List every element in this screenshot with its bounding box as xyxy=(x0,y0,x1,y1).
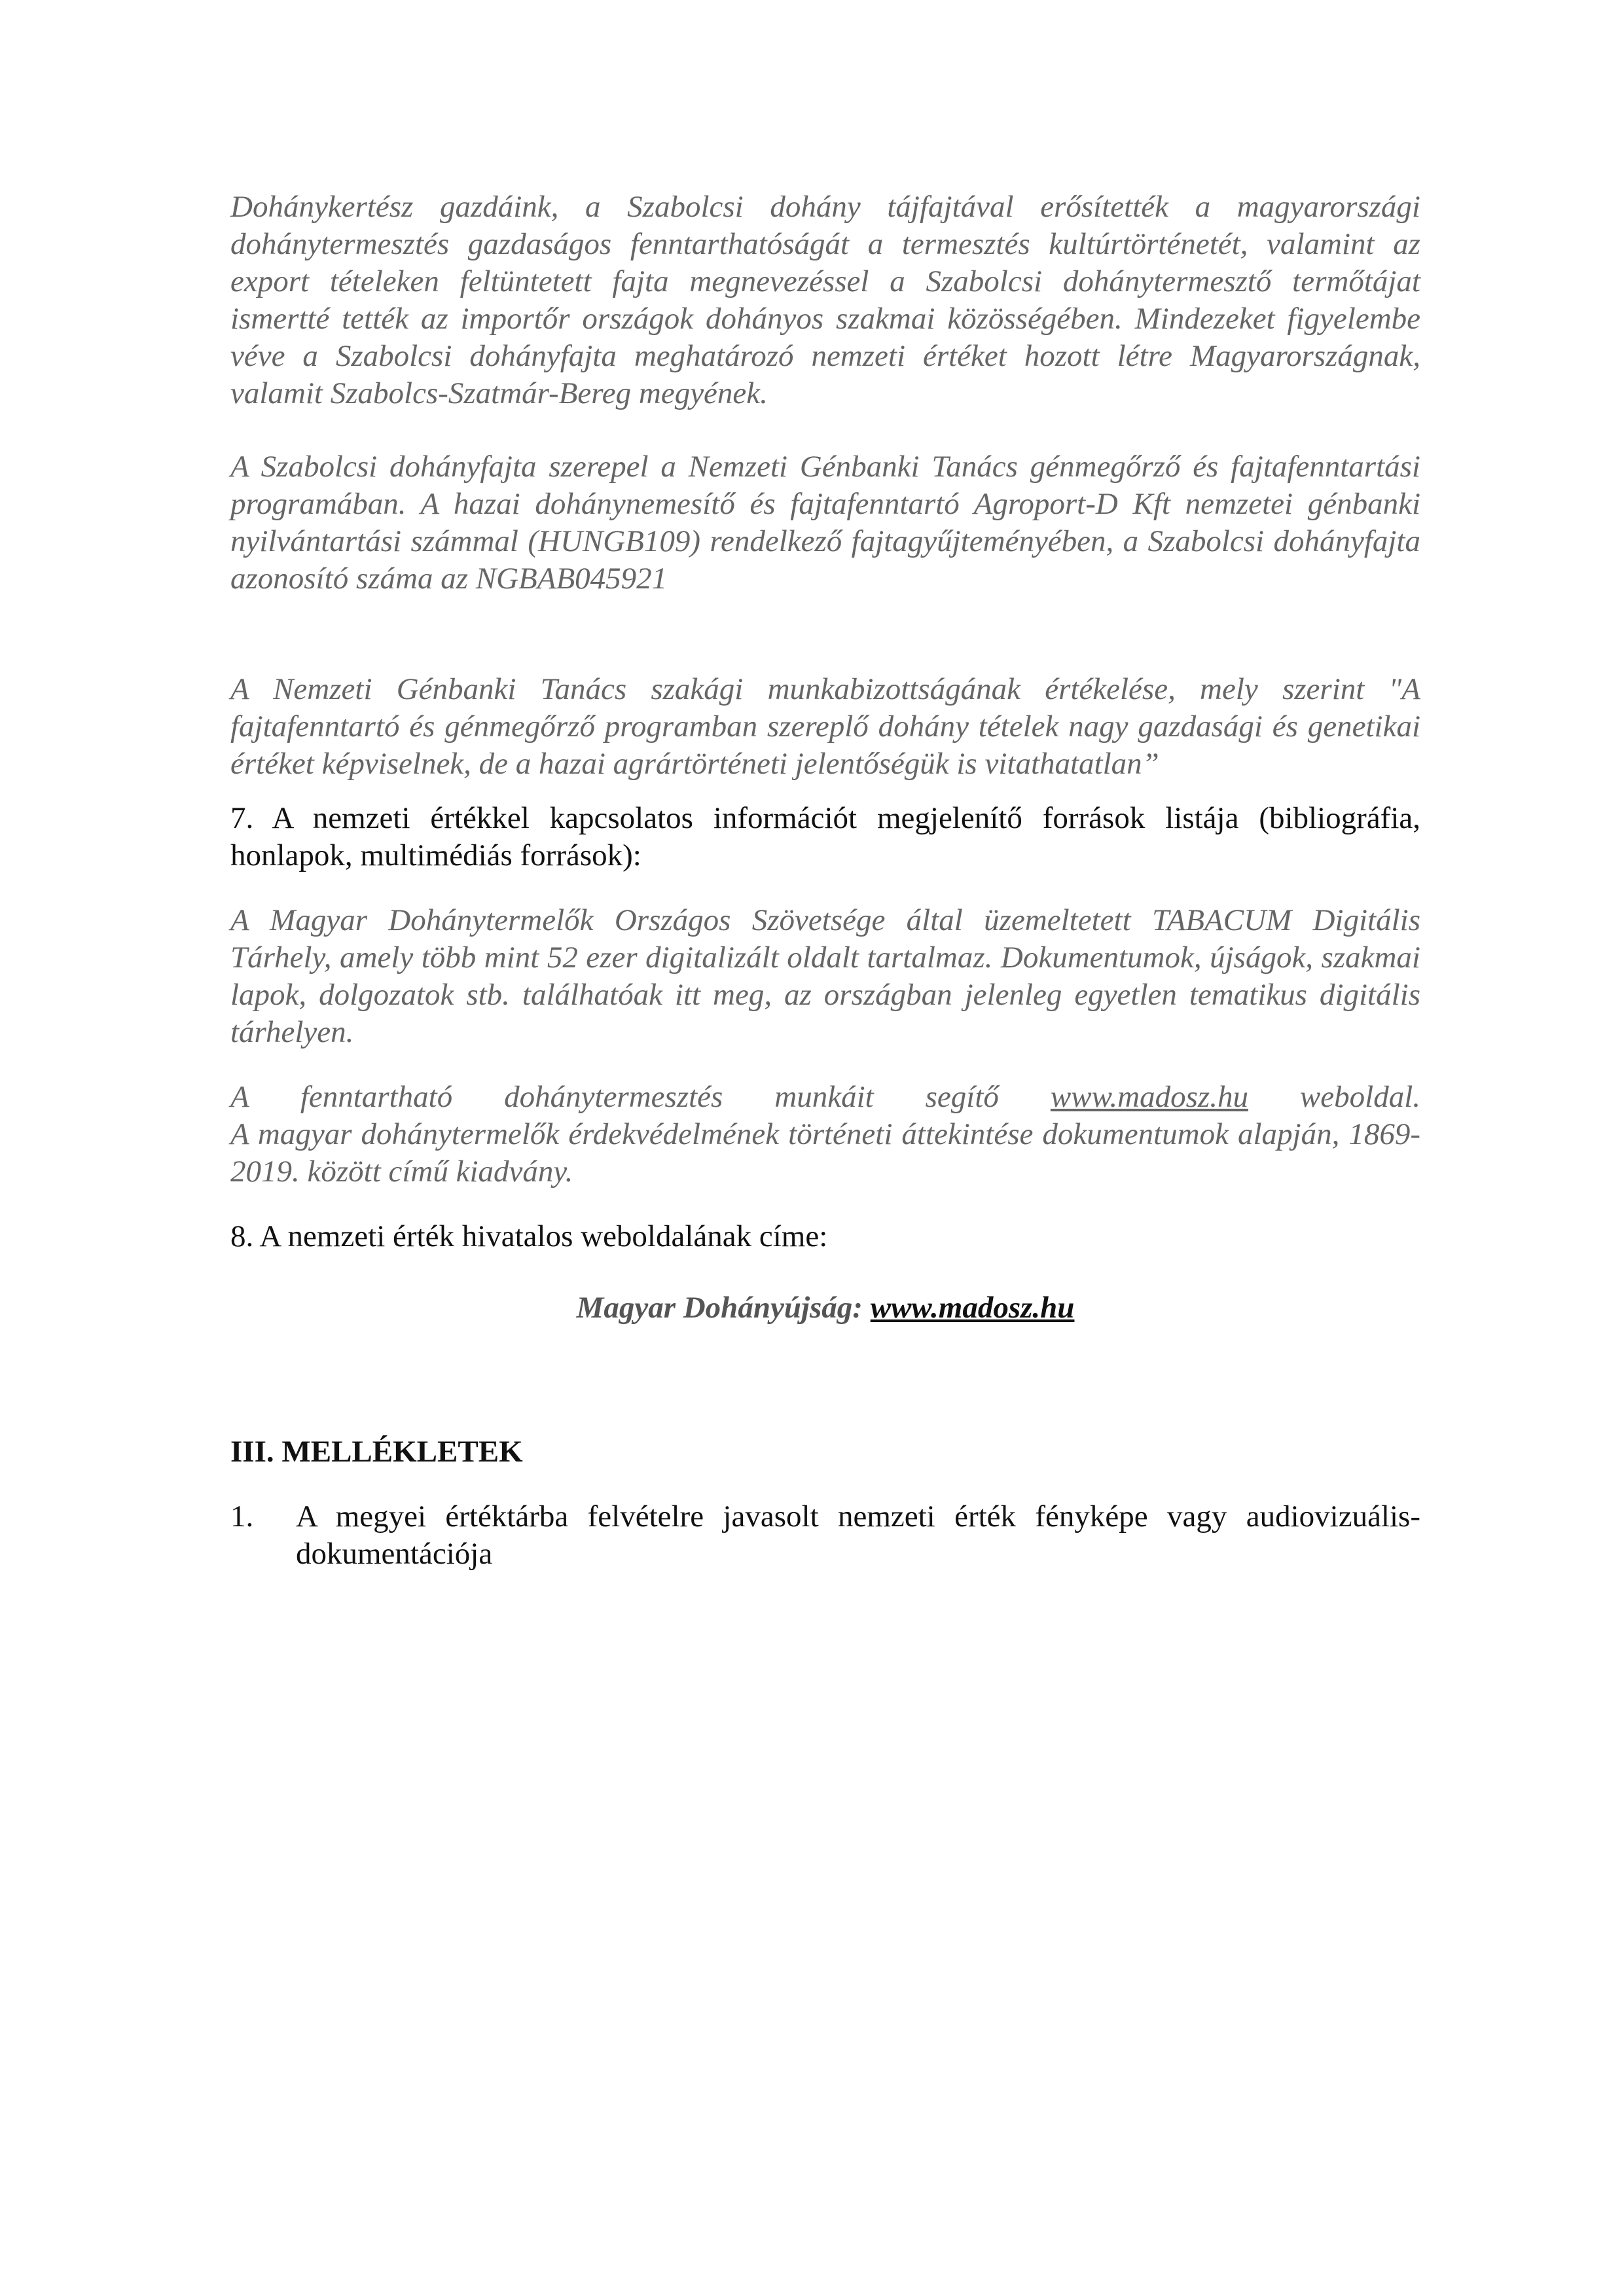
paragraph-website xyxy=(230,1079,1420,1116)
madosz-link-2[interactable]: www.madosz.hu xyxy=(870,1291,1075,1325)
website-text-after: weboldal. xyxy=(1248,1080,1420,1114)
section-heading: III. MELLÉKLETEK xyxy=(230,1435,523,1469)
paragraph-gene-bank: A Szabolcsi dohányfajta szerepel a Nemzeti Génbanki Tanács génmegőrző és fajtafenntartási programában. A hazai dohánynemesítő és fajtafenntartó Agroport-D Kft nemzetei génbanki nyilvántartási számmal (HUNGB109) rendelkező fajtagyűjteményében, a Szabolcsi dohányfajta azonosító száma az NGBAB045921 xyxy=(230,450,1420,596)
website-label: Magyar Dohányújság: xyxy=(576,1291,871,1325)
list-item xyxy=(230,1498,1420,1573)
page-content xyxy=(230,188,1420,1573)
paragraph-tabacum: A Magyar Dohánytermelők Országos Szövetsége által üzemeltetett TABACUM Digitális Tárhely, amely több mint 52 ezer digitalizált oldalt tartalmaz. Dokumentumok, újságok, szakmai lapok, dolgozatok stb. találhatóak itt meg, az országban jelenleg egyetlen tematikus digitális tárhelyen. xyxy=(230,903,1420,1049)
paragraph-publication: A magyar dohánytermelők érdekvédelmének történeti áttekintése dokumentumok alapján, 1869-2019. között című kiadvány. xyxy=(230,1117,1420,1189)
madosz-link-1[interactable]: www.madosz.hu xyxy=(1050,1080,1248,1114)
paragraph-evaluation: A Nemzeti Génbanki Tanács szakági munkabizottságának értékelése, mely szerint "A fajtafenntartó és génmegőrző programban szereplő dohány tételek nagy gazdasági és genetikai értéket képviselnek, de a hazai agrártörténeti jelentőségük is vitathatatlan” xyxy=(230,672,1420,781)
section-7-title: 7. A nemzeti értékkel kapcsolatos információt megjelenítő források listája (bibliográfia, honlapok, multimédiás források): xyxy=(230,801,1420,872)
list-item-text: A megyei értéktárba felvételre javasolt nemzeti érték fényképe vagy audiovizuális-dokumentációja xyxy=(296,1499,1420,1571)
paragraph-tobacco-growers: Dohánykertész gazdáink, a Szabolcsi dohány tájfajtával erősítették a magyarországi dohánytermesztés gazdaságos fenntarthatóságát a termesztés kultúrtörténetét, valamint az export tételeken feltüntetett fajta megnevezéssel a Szabolcsi dohánytermesztő termőtájat ismertté tették az importőr országok dohányos szakmai közösségében. Mindezeket figyelembe véve a Szabolcsi dohányfajta meghatározó nemzeti értéket hozott létre Magyarországnak, valamit Szabolcs-Szatmár-Bereg megyének. xyxy=(230,190,1420,410)
list-item-number: 1. xyxy=(230,1499,254,1534)
section-8-title: 8. A nemzeti érték hivatalos weboldalának címe: xyxy=(230,1219,828,1253)
website-text-before: A fenntartható dohánytermesztés munkáit segítő xyxy=(230,1080,1051,1114)
official-website xyxy=(230,1289,1420,1327)
